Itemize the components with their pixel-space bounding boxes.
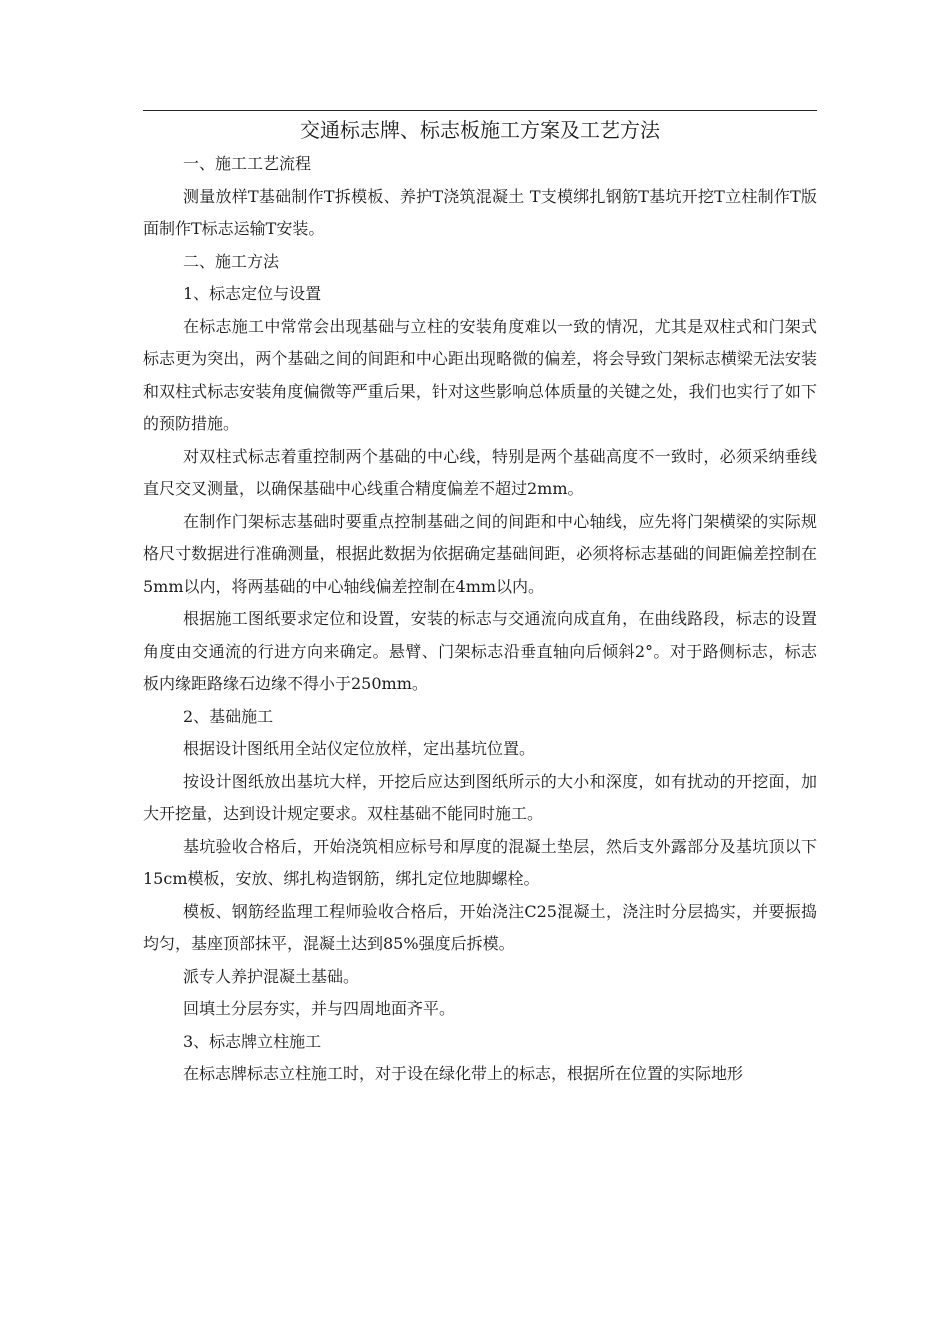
subsection-heading: 3、标志牌立柱施工 xyxy=(183,1031,322,1051)
paragraph: 派专人养护混凝土基础。 xyxy=(183,966,360,986)
paragraph: 测量放样T基础制作T拆模板、养护T浇筑混凝土 T支模绑扎钢筋T基坑开挖T立柱制作T版面制作T标志运输T安装。 xyxy=(143,186,817,238)
subsection-heading: 2、基础施工 xyxy=(183,706,274,726)
paragraph: 在制作门架标志基础时要重点控制基础之间的间距和中心轴线，应先将门架横梁的实际规格尺寸数据进行准确测量，根据此数据为依据确定基础间距，必须将标志基础的间距偏差控制在5mm以内，将两基础的中心轴线偏差控制在4mm以内。 xyxy=(143,511,817,596)
paragraph: 模板、钢筋经监理工程师验收合格后，开始浇注C25混凝土，浇注时分层捣实，并要振捣均匀，基座顶部抹平，混凝土达到85%强度后拆模。 xyxy=(143,901,817,953)
section-heading: 二、施工方法 xyxy=(183,251,280,271)
paragraph: 按设计图纸放出基坑大样，开挖后应达到图纸所示的大小和深度，如有扰动的开挖面，加大开挖量，达到设计规定要求。双柱基础不能同时施工。 xyxy=(143,771,817,823)
document-title: 交通标志牌、标志板施工方案及工艺方法 xyxy=(300,118,660,142)
subsection-heading: 1、标志定位与设置 xyxy=(183,284,322,303)
top-rule xyxy=(143,110,817,111)
paragraph: 对双柱式标志着重控制两个基础的中心线，特别是两个基础高度不一致时，必须采纳垂线直尺交叉测量，以确保基础中心线重合精度偏差不超过2mm。 xyxy=(143,446,817,498)
paragraph: 回填土分层夯实，并与四周地面齐平。 xyxy=(183,999,456,1018)
paragraph: 基坑验收合格后，开始浇筑相应标号和厚度的混凝土垫层，然后支外露部分及基坑顶以下15cm模板，安放、绑扎构造钢筋，绑扎定位地脚螺栓。 xyxy=(143,836,817,888)
paragraph: 根据设计图纸用全站仪定位放样，定出基坑位置。 xyxy=(183,739,536,758)
paragraph: 在标志牌标志立柱施工时，对于设在绿化带上的标志，根据所在位置的实际地形 xyxy=(183,1064,744,1083)
paragraph: 在标志施工中常常会出现基础与立柱的安装角度难以一致的情况，尤其是双柱式和门架式标志更为突出，两个基础之间的间距和中心距出现略微的偏差，将会导致门架标志横梁无法安装和双柱式标志安装角度偏微等严重后果，针对这些影响总体质量的关键之处，我们也实行了如下的预防措施。 xyxy=(143,316,817,433)
section-heading: 一、施工工艺流程 xyxy=(183,154,312,173)
document-body xyxy=(143,148,817,1091)
paragraph: 根据施工图纸要求定位和设置，安装的标志与交通流向成直角，在曲线路段，标志的设置角度由交通流的行进方向来确定。悬臂、门架标志沿垂直轴向后倾斜2°。对于路侧标志，标志板内缘距路缘石边缘不得小于250mm。 xyxy=(143,609,817,693)
